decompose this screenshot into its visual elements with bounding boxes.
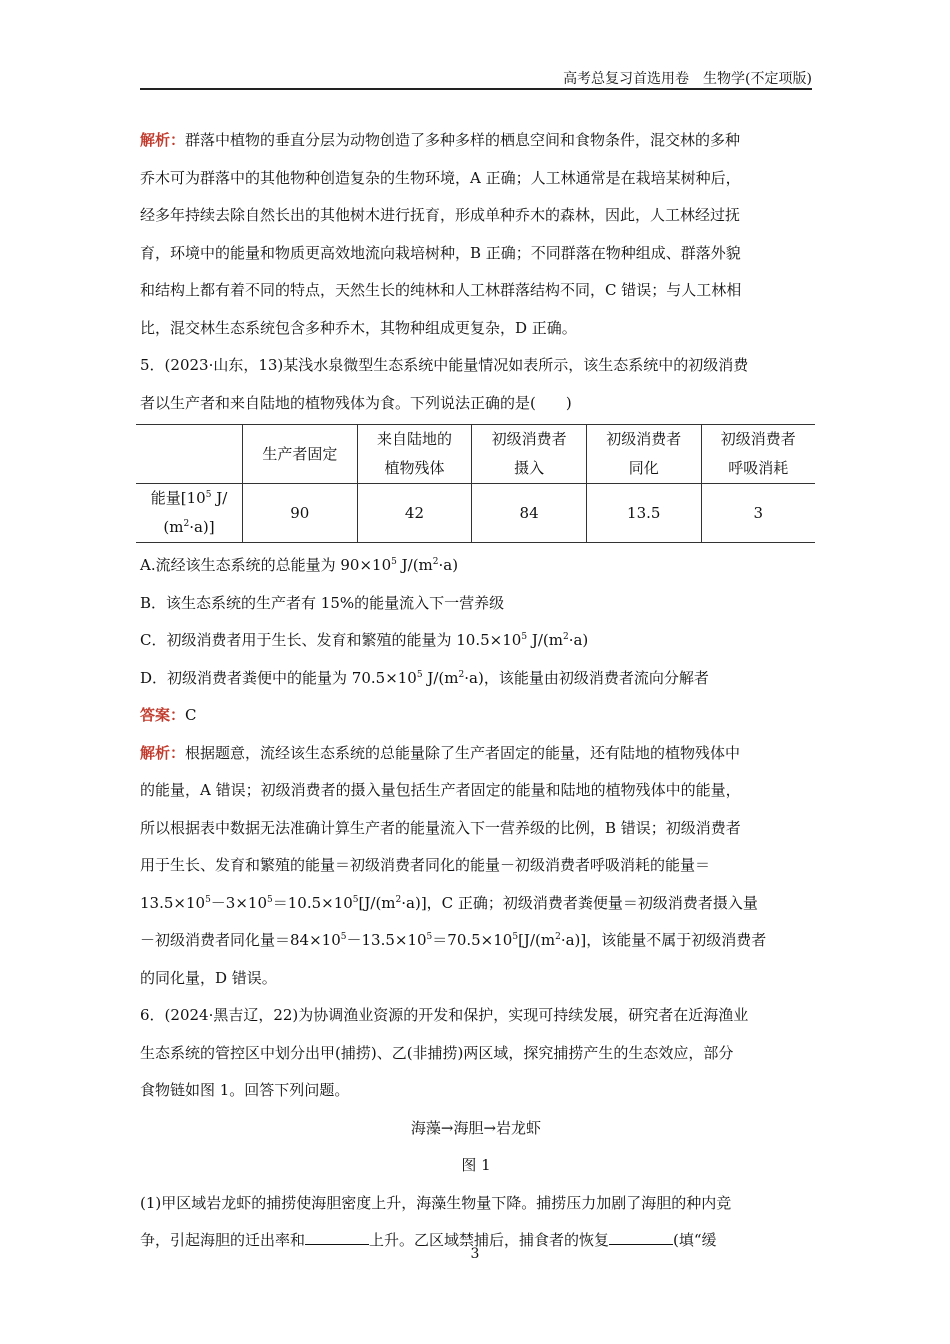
table-header-cell: 初级消费者 呼吸消耗 <box>701 425 815 484</box>
explanation-paragraph: 解析：根据题意，流经该生态系统的总能量除了生产者固定的能量，还有陆地的植物残体中 <box>140 743 741 762</box>
table-cell: 84 <box>472 484 587 543</box>
text-line: 群落中植物的垂直分层为动物创造了多种多样的栖息空间和食物条件，混交林的多种 <box>185 131 741 149</box>
answer-label: 答案： <box>140 706 186 724</box>
table-row <box>136 484 815 543</box>
explanation-label: 解析： <box>140 743 186 762</box>
text-line: 育，环境中的能量和物质更高效地流向栽培树种，B 正确；不同群落在物种组成、群落外貌 <box>140 243 741 262</box>
answer-blank[interactable] <box>305 1230 369 1245</box>
table-cell: 42 <box>357 484 472 543</box>
text-line: 乔木可为群落中的其他物种创造复杂的生物环境，A 正确；人工林通常是在栽培某树种后， <box>140 168 741 187</box>
figure-caption: 图 1 <box>461 1156 491 1174</box>
text-line: －初级消费者同化量$=84\times 10^5-13.5\times 10^5=70.5\times 10^5[J/(m^2\cdot a)]$，该能量不属于初级消费者 <box>140 931 767 949</box>
food-chain: 海藻→海胆→岩龙虾 <box>410 1118 542 1137</box>
table-row-label: 能量[$10^5$ J/ $(m^2\cdot a)$] <box>136 484 243 543</box>
text-line: 的同化量，D 错误。 <box>140 968 277 987</box>
answer-blank[interactable] <box>609 1230 673 1245</box>
table-header-cell <box>136 425 243 484</box>
table-cell: 90 <box>243 484 358 543</box>
energy-table <box>136 424 815 543</box>
text-line: 食物链如图 1。回答下列问题。 <box>140 1081 350 1099</box>
page-number: 3 <box>470 1246 480 1262</box>
text-line: 用于生长、发育和繁殖的能量＝初级消费者同化的能量－初级消费者呼吸消耗的能量＝ <box>140 856 711 874</box>
explanation-paragraph <box>140 122 812 160</box>
table-header-cell: 初级消费者 摄入 <box>472 425 587 484</box>
text-line: 争，引起海胆的迁出率和 上升。乙区域禁捕后，捕食者的恢复 (填“缓 <box>140 1231 717 1249</box>
table-header-cell: 生产者固定 <box>243 425 358 484</box>
page-header <box>140 66 812 90</box>
option-c: C．初级消费者用于生长、发育和繁殖的能量为 $10.5\times 10^5$ $J/(m^2\cdot a)$ <box>140 631 589 649</box>
option-a: A.流经该生态系统的总能量为 $90\times 10^5$ $J/(m^2\cdot a)$ <box>140 556 459 574</box>
text-line: 和结构上都有着不同的特点，天然生长的纯林和人工林群落结构不同，C 错误；与人工林相 <box>140 281 742 299</box>
text-line: 所以根据表中数据无法准确计算生产者的能量流入下一营养级的比例，B 错误；初级消费者 <box>140 818 741 837</box>
explanation-label: 解析： <box>140 131 186 149</box>
text-line: $13.5\times 10^5-3\times 10^5=10.5\times 10^5[J/(m^2\cdot a)]$，C 正确；初级消费者粪便量＝初级消费者摄入量 <box>140 893 758 912</box>
text-line: 经多年持续去除自然长出的其他树木进行抚育，形成单种乔木的森林，因此，人工林经过抚 <box>140 206 741 224</box>
question-5-stem-cont: 者以生产者和来自陆地的植物残体为食。下列说法正确的是( ) <box>140 393 572 412</box>
option-b: B．该生态系统的生产者有 15%的能量流入下一营养级 <box>140 593 505 612</box>
answer-value: C <box>185 706 197 724</box>
header-title: 高考总复习首选用卷 生物学(不定项版) <box>563 71 812 87</box>
text-line: 的能量，A 错误；初级消费者的摄入量包括生产者固定的能量和陆地的植物残体中的能量， <box>140 781 741 799</box>
option-d: D．初级消费者粪便中的能量为 $70.5\times 10^5$ $J/(m^2\cdot a)$，该能量由初级消费者流向分解者 <box>140 668 709 687</box>
question-5-stem: 5．(2023·山东，13)某浅水泉微型生态系统中能量情况如表所示，该生态系统中的初级消费 <box>140 356 749 374</box>
text-line: 生态系统的管控区中划分出甲(捕捞)、乙(非捕捞)两区域，探究捕捞产生的生态效应，部分 <box>140 1043 734 1062</box>
table-cell: 13.5 <box>586 484 701 543</box>
table-header-cell: 来自陆地的 植物残体 <box>357 425 472 484</box>
sub-question-1: (1)甲区域岩龙虾的捕捞使海胆密度上升，海藻生物量下降。捕捞压力加剧了海胆的种内竞 <box>140 1193 732 1212</box>
question-6-stem: 6．(2024·黑吉辽，22)为协调渔业资源的开发和保护，实现可持续发展，研究者在近海渔业 <box>140 1006 749 1024</box>
table-cell: 3 <box>701 484 815 543</box>
table-header-row <box>136 425 815 484</box>
text-line: 比，混交林生态系统包含多种乔木，其物种组成更复杂，D 正确。 <box>140 318 577 337</box>
page-content <box>140 122 812 1260</box>
table-header-cell: 初级消费者 同化 <box>586 425 701 484</box>
answer <box>140 697 812 735</box>
